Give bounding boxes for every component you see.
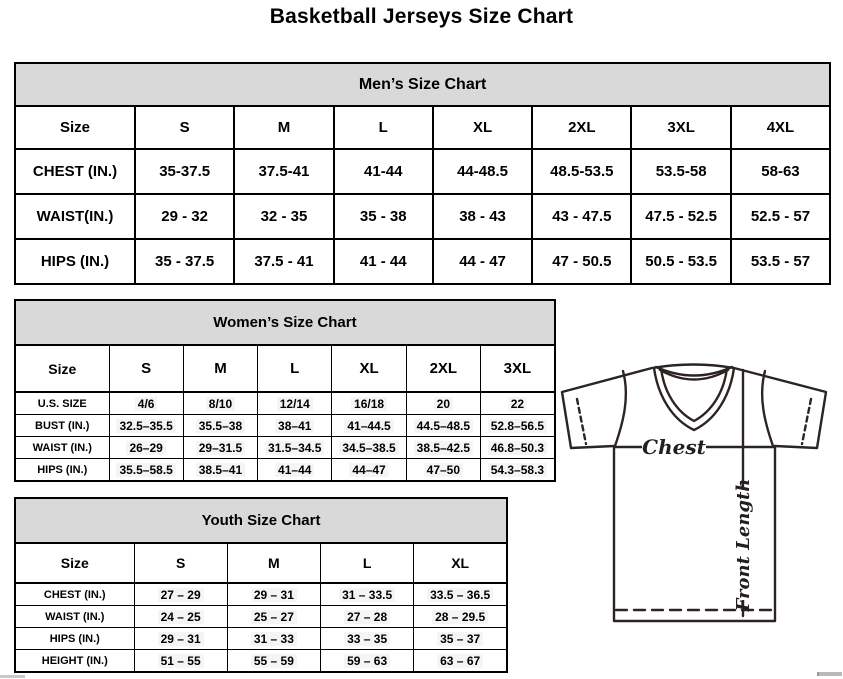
value: 38.5–42.5 (414, 441, 473, 455)
size-col: M (183, 345, 257, 392)
table-row (15, 628, 507, 650)
value: 41–44.5 (344, 419, 393, 433)
value-cell (406, 415, 480, 437)
value-cell (406, 459, 480, 482)
size-col: 3XL (631, 106, 730, 149)
value: 27 – 28 (344, 610, 390, 624)
value: 35.5–58.5 (116, 463, 175, 477)
value-cell (406, 392, 480, 415)
value-cell (227, 628, 320, 650)
table-row (15, 239, 830, 284)
row-label: WAIST(IN.) (15, 194, 135, 239)
value-cell: 44-48.5 (433, 149, 532, 194)
row-label: HEIGHT (IN.) (15, 650, 134, 673)
value: 33 – 35 (344, 632, 390, 646)
value-cell (183, 415, 257, 437)
size-col: S (134, 543, 227, 583)
value: 63 – 67 (437, 654, 483, 668)
value: 38–41 (275, 419, 314, 433)
value-cell: 29 - 32 (135, 194, 234, 239)
mens-size-table (14, 62, 831, 285)
size-col: M (234, 106, 333, 149)
value-cell: 35-37.5 (135, 149, 234, 194)
value: 46.8–50.3 (488, 441, 547, 455)
value-cell (406, 437, 480, 459)
size-col: XL (414, 543, 507, 583)
value-cell: 52.5 - 57 (731, 194, 830, 239)
mens-table-title: Men’s Size Chart (15, 63, 830, 106)
size-header-cell: Size (15, 543, 134, 583)
table-row (15, 415, 555, 437)
column-header-row (15, 543, 507, 583)
value-cell (109, 392, 183, 415)
row-label: HIPS (IN.) (15, 239, 135, 284)
value: 29–31.5 (196, 441, 245, 455)
value-cell: 35 - 38 (334, 194, 433, 239)
value-cell (109, 459, 183, 482)
value-cell: 37.5-41 (234, 149, 333, 194)
size-col: XL (332, 345, 406, 392)
value-cell: 50.5 - 53.5 (631, 239, 730, 284)
value: 44–47 (349, 463, 388, 477)
table-row (15, 606, 507, 628)
table-title-row (15, 498, 507, 543)
row-label: BUST (IN.) (15, 415, 109, 437)
value: 59 – 63 (344, 654, 390, 668)
table-title-row (15, 63, 830, 106)
value: 44.5–48.5 (414, 419, 473, 433)
value: 27 – 29 (158, 588, 204, 602)
size-col: S (109, 345, 183, 392)
value-cell (227, 606, 320, 628)
row-label: U.S. SIZE (15, 392, 109, 415)
size-header-cell: Size (15, 345, 109, 392)
value-cell (414, 628, 507, 650)
value-cell: 47 - 50.5 (532, 239, 631, 284)
table-row (15, 149, 830, 194)
value-cell (332, 415, 406, 437)
value-cell (109, 437, 183, 459)
jersey-diagram (559, 359, 831, 626)
value-cell (183, 437, 257, 459)
value: 32.5–35.5 (116, 419, 175, 433)
value-cell (414, 650, 507, 673)
value: 16/18 (351, 397, 387, 411)
value: 54.3–58.3 (488, 463, 547, 477)
value-cell (134, 628, 227, 650)
value-cell (258, 437, 332, 459)
value-cell (134, 583, 227, 606)
row-label: WAIST (IN.) (15, 606, 134, 628)
column-header-row (15, 106, 830, 149)
value: 31 – 33.5 (339, 588, 395, 602)
vertical-scrollbar-fragment[interactable] (817, 672, 842, 676)
table-row (15, 437, 555, 459)
value: 31 – 33 (251, 632, 297, 646)
value: 41–44 (275, 463, 314, 477)
value-cell (414, 583, 507, 606)
value-cell (109, 415, 183, 437)
value-cell (321, 628, 414, 650)
value: 35.5–38 (196, 419, 245, 433)
table-row (15, 650, 507, 673)
value: 12/14 (277, 397, 313, 411)
size-header-cell: Size (15, 106, 135, 149)
value: 51 – 55 (158, 654, 204, 668)
value: 29 – 31 (158, 632, 204, 646)
row-label: HIPS (IN.) (15, 459, 109, 482)
value-cell (227, 583, 320, 606)
value-cell (134, 650, 227, 673)
value-cell: 35 - 37.5 (135, 239, 234, 284)
column-header-row (15, 345, 555, 392)
size-col: L (321, 543, 414, 583)
value-cell: 38 - 43 (433, 194, 532, 239)
value-cell: 41 - 44 (334, 239, 433, 284)
size-col: XL (433, 106, 532, 149)
value: 22 (508, 397, 527, 411)
value-cell: 32 - 35 (234, 194, 333, 239)
front-length-label: Front Length (733, 478, 754, 612)
value-cell (480, 392, 554, 415)
value-cell (414, 606, 507, 628)
value: 55 – 59 (251, 654, 297, 668)
value-cell (332, 437, 406, 459)
table-row (15, 194, 830, 239)
row-label: WAIST (IN.) (15, 437, 109, 459)
chest-label: Chest (642, 435, 706, 459)
value: 35 – 37 (437, 632, 483, 646)
row-label: CHEST (IN.) (15, 149, 135, 194)
value-cell (183, 392, 257, 415)
value-cell (332, 392, 406, 415)
jersey-outline (562, 365, 826, 622)
value-cell: 44 - 47 (433, 239, 532, 284)
value: 31.5–34.5 (265, 441, 324, 455)
youth-table-title: Youth Size Chart (15, 498, 507, 543)
table-row (15, 459, 555, 482)
value-cell: 58-63 (731, 149, 830, 194)
value: 38.5–41 (196, 463, 245, 477)
row-label: HIPS (IN.) (15, 628, 134, 650)
womens-table-title: Women’s Size Chart (15, 300, 555, 345)
size-col: L (258, 345, 332, 392)
value-cell: 43 - 47.5 (532, 194, 631, 239)
value-cell (227, 650, 320, 673)
table-row (15, 392, 555, 415)
value-cell (321, 650, 414, 673)
table-row (15, 583, 507, 606)
womens-size-table (14, 299, 556, 482)
value-cell (258, 459, 332, 482)
value-cell (183, 459, 257, 482)
value: 25 – 27 (251, 610, 297, 624)
value-cell (134, 606, 227, 628)
value: 20 (434, 397, 453, 411)
row-label: CHEST (IN.) (15, 583, 134, 606)
horizontal-scrollbar-fragment[interactable] (0, 675, 25, 678)
value: 8/10 (206, 397, 235, 411)
size-col: 2XL (406, 345, 480, 392)
size-col: L (334, 106, 433, 149)
value: 33.5 – 36.5 (427, 588, 493, 602)
value-cell (258, 392, 332, 415)
page-title: Basketball Jerseys Size Chart (269, 5, 574, 28)
value-cell: 53.5-58 (631, 149, 730, 194)
value: 24 – 25 (158, 610, 204, 624)
value-cell (321, 606, 414, 628)
youth-size-table (14, 497, 508, 673)
size-col: M (227, 543, 320, 583)
value-cell (321, 583, 414, 606)
value: 29 – 31 (251, 588, 297, 602)
value-cell (258, 415, 332, 437)
value-cell (332, 459, 406, 482)
value: 47–50 (424, 463, 463, 477)
value: 28 – 29.5 (432, 610, 488, 624)
value-cell: 37.5 - 41 (234, 239, 333, 284)
value-cell (480, 437, 554, 459)
value-cell: 41-44 (334, 149, 433, 194)
value-cell: 47.5 - 52.5 (631, 194, 730, 239)
table-title-row (15, 300, 555, 345)
size-col: S (135, 106, 234, 149)
value: 4/6 (135, 397, 158, 411)
value: 26–29 (126, 441, 165, 455)
value: 34.5–38.5 (339, 441, 398, 455)
value-cell: 48.5-53.5 (532, 149, 631, 194)
value-cell (480, 415, 554, 437)
value-cell (480, 459, 554, 482)
size-col: 2XL (532, 106, 631, 149)
size-col: 4XL (731, 106, 830, 149)
value: 52.8–56.5 (488, 419, 547, 433)
size-col: 3XL (480, 345, 554, 392)
value-cell: 53.5 - 57 (731, 239, 830, 284)
